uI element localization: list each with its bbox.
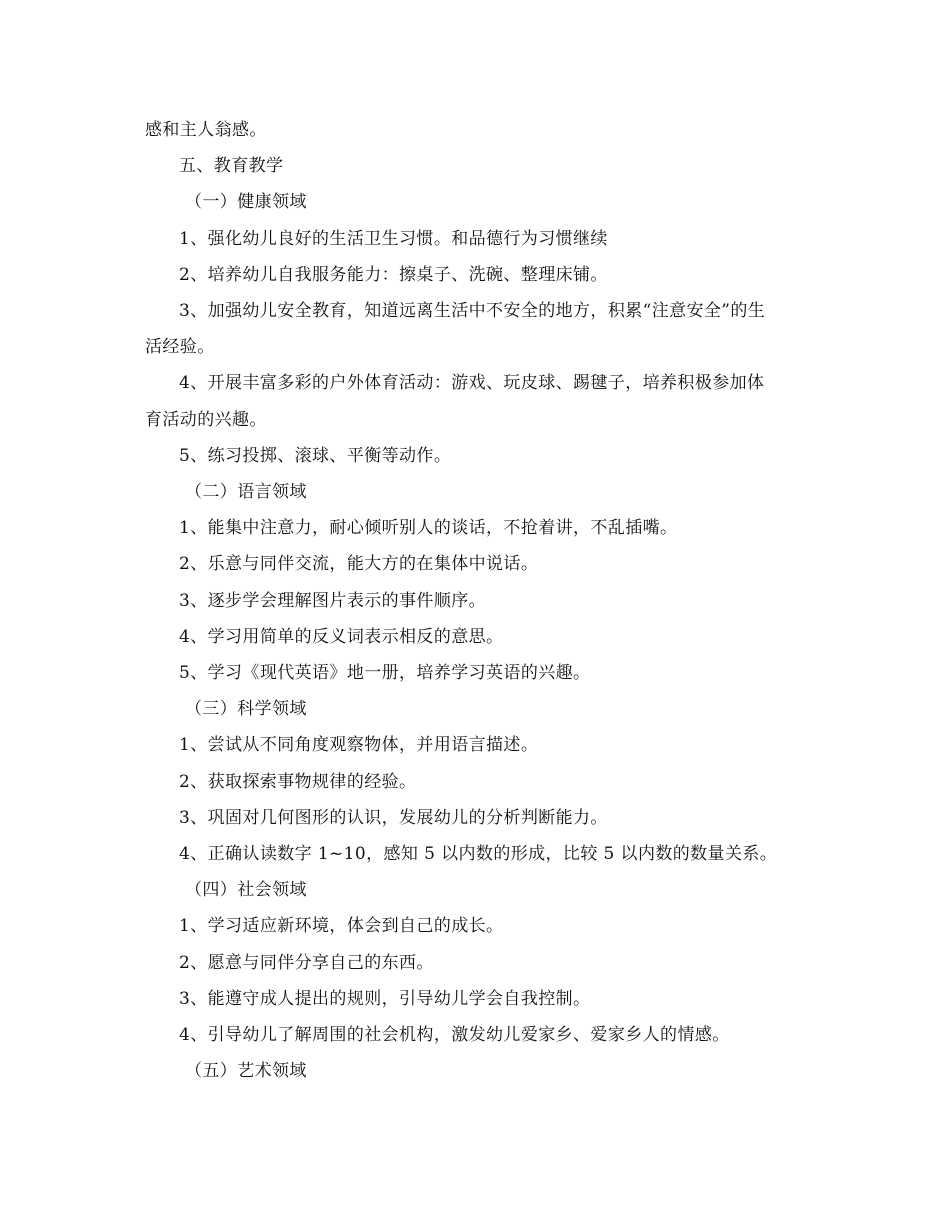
text-line: 4、开展丰富多彩的户外体育活动：游戏、玩皮球、踢毽子，培养积极参加体 — [179, 373, 765, 394]
section-heading: （五）艺术领域 — [185, 1061, 307, 1082]
text-line: 3、逐步学会理解图片表示的事件顺序。 — [179, 590, 487, 611]
document-body — [145, 112, 810, 1089]
text-line: 4、学习用简单的反义词表示相反的意思。 — [179, 626, 504, 647]
text-line: 4、正确认读数字 1~10，感知 5 以内数的形成，比较 5 以内数的数量关系。 — [179, 844, 778, 865]
text-line: 五、教育教学 — [179, 156, 284, 177]
section-heading: （三）科学领域 — [185, 699, 307, 720]
text-line: 1、能集中注意力，耐心倾听别人的谈话，不抢着讲，不乱插嘴。 — [179, 518, 678, 539]
text-line: 2、培养幼儿自我服务能力：擦桌子、洗碗、整理床铺。 — [179, 264, 608, 285]
text-line: 3、巩固对几何图形的认识，发展幼儿的分析判断能力。 — [179, 807, 608, 828]
text-line: 3、能遵守成人提出的规则，引导幼儿学会自我控制。 — [179, 988, 591, 1009]
text-line: 3、加强幼儿安全教育，知道远离生活中不安全的地方，积累“注意安全”的生 — [179, 301, 766, 322]
text-line: 5、学习《现代英语》地一册，培养学习英语的兴趣。 — [179, 663, 591, 684]
section-heading: （一）健康领域 — [185, 192, 307, 213]
text-line: 1、强化幼儿良好的生活卫生习惯。和品德行为习惯继续 — [179, 228, 608, 249]
text-line: 2、获取探索事物规律的经验。 — [179, 771, 417, 792]
text-line: 感和主人翁感。 — [145, 120, 267, 140]
section-heading: （二）语言领域 — [185, 482, 307, 503]
text-line: 1、尝试从不同角度观察物体，并用语言描述。 — [179, 735, 539, 756]
text-line: 育活动的兴趣。 — [145, 409, 267, 430]
text-line: 活经验。 — [145, 337, 215, 358]
section-heading: （四）社会领域 — [185, 880, 307, 901]
text-line: 2、愿意与同伴分享自己的东西。 — [179, 952, 434, 973]
text-line: 5、练习投掷、滚球、平衡等动作。 — [179, 445, 452, 466]
text-line: 1、学习适应新环境，体会到自己的成长。 — [179, 916, 504, 937]
text-line: 2、乐意与同伴交流，能大方的在集体中说话。 — [179, 554, 539, 575]
text-line: 4、引导幼儿了解周围的社会机构，激发幼儿爱家乡、爱家乡人的情感。 — [179, 1025, 730, 1046]
